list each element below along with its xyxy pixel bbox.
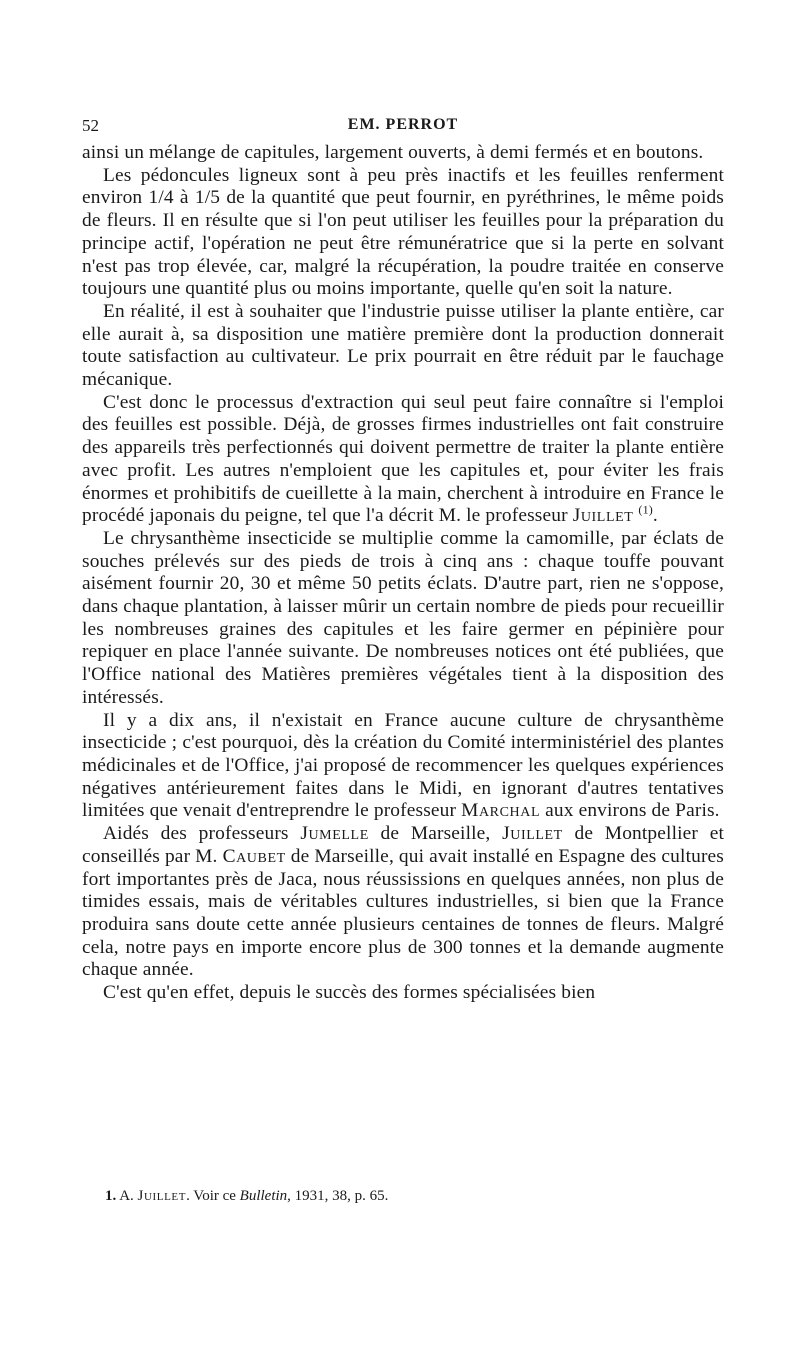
author-name: Caubet [222, 845, 286, 867]
paragraph-text: C'est donc le processus d'extraction qui seul peut faire connaître si l'emploi des feuilles est possible. Déjà, de grosses firmes industrielles ont fait construire des appareils très perfectionnés qui doivent permettre de traiter la plante entière avec profit. Les autres n'emploient que les capitules et, pour éviter les frais énormes et prohibitifs de cueillette à la main, cherchent à introduire en France le procédé japonais du peigne, tel que l'a décrit M. le professeur [82, 391, 724, 527]
author-name: Juillet [502, 823, 563, 845]
paragraph-continued: ainsi un mélange de capitules, largement ouverts, à demi fermés et en boutons. [82, 142, 704, 163]
paragraph-text: aux environs de Paris. [540, 800, 720, 822]
footnote-reference: (1) [638, 502, 653, 517]
footnote-text: . Voir ce [186, 1188, 240, 1204]
paragraph-text: Aidés des professeurs [103, 823, 301, 845]
footnote-author: Juillet [137, 1188, 187, 1204]
footnote [105, 1188, 388, 1205]
page [82, 108, 724, 1005]
footnote-number: 1. [105, 1188, 117, 1204]
paragraph-history [82, 710, 724, 824]
running-head-author: EM. PERROT [347, 116, 459, 133]
author-name: Jumelle [300, 823, 369, 845]
paragraph-text: Il y a dix ans, il n'existait en France aucune culture de chrysanthème insecticide ; c'est pourquoi, dès la création du Comité interministériel des plantes médicinales et de l'Office, j'ai proposé de recommencer les quelques expériences négatives antérieurement faites dans le Midi, en ignorant d'autres tentatives limitées que venait d'entreprendre le professeur [82, 709, 724, 822]
page-number: 52 [82, 116, 99, 135]
paragraph-propagation: Le chrysanthème insecticide se multiplie comme la camomille, par éclats de souches prélevés sur des pieds de trois à cinq ans : chaque touffe pouvant aisément fournir 20, 30 et même 50 petits éclats. D'autre part, rien ne s'oppose, dans chaque plantation, à laisser mûrir un certain nombre de pieds pour recueillir les nombreuses graines des capitules et les faire germer en pépinière pour repiquer en place l'année suivante. De nombreuses notices ont été publiées, que l'Office national des Matières premières végétales tient à la disposition des intéressés. [82, 527, 724, 708]
footnote-journal: Bulletin [239, 1188, 288, 1204]
author-name: Juillet [572, 505, 634, 527]
paragraph-peduncles: Les pédoncules ligneux sont à peu près inactifs et les feuilles renferment environ 1/4 à 1/5 de la quantité que peut fournir, en pyréthrines, le même poids de fleurs. Il en résulte que si l'on peut utiliser les feuilles pour la préparation du principe actif, l'opération ne peut être rémunératrice que si la perte en solvant n'est pas trop élevée, car, malgré la récupération, la poudre traitée en conserve toujours une quantité plus ou moins importante, quelle qu'en soit la nature. [82, 164, 724, 300]
running-head [82, 108, 724, 142]
paragraph-text: de Montpellier et conseillés par M. [82, 823, 724, 867]
paragraph-text: de Marseille, [368, 823, 503, 845]
paragraph-whole-plant: En réalité, il est à souhaiter que l'industrie puisse utiliser la plante entière, car elle aurait à, sa disposition une matière première dont la production donnerait toute satisfaction au cultivateur. Le prix pourrait en être réduit par le fauchage mécanique. [82, 300, 724, 391]
paragraph-collaboration [82, 823, 724, 982]
author-name: Marchal [461, 800, 541, 822]
footnote-text: , 1931, 38, p. 65. [287, 1188, 389, 1204]
paragraph-text: de Marseille, qui avait installé en Espagne des cultures fort importantes près de Jaca, nous réussissions en quelques années, non plus de timides essais, mais de véritables cultures industrielles, si bien que la France produira sans doute cette année plusieurs centaines de tonnes de fleurs. Malgré cela, notre pays en importe encore plus de 300 tonnes et la demande augmente chaque année. [82, 845, 725, 981]
paragraph-extraction [82, 392, 724, 528]
paragraph-text: . [652, 505, 658, 527]
footnote-initial: A. [119, 1188, 134, 1204]
paragraph-conclusion: C'est qu'en effet, depuis le succès des formes spécialisées bien [103, 982, 596, 1004]
body-text [82, 142, 724, 1005]
